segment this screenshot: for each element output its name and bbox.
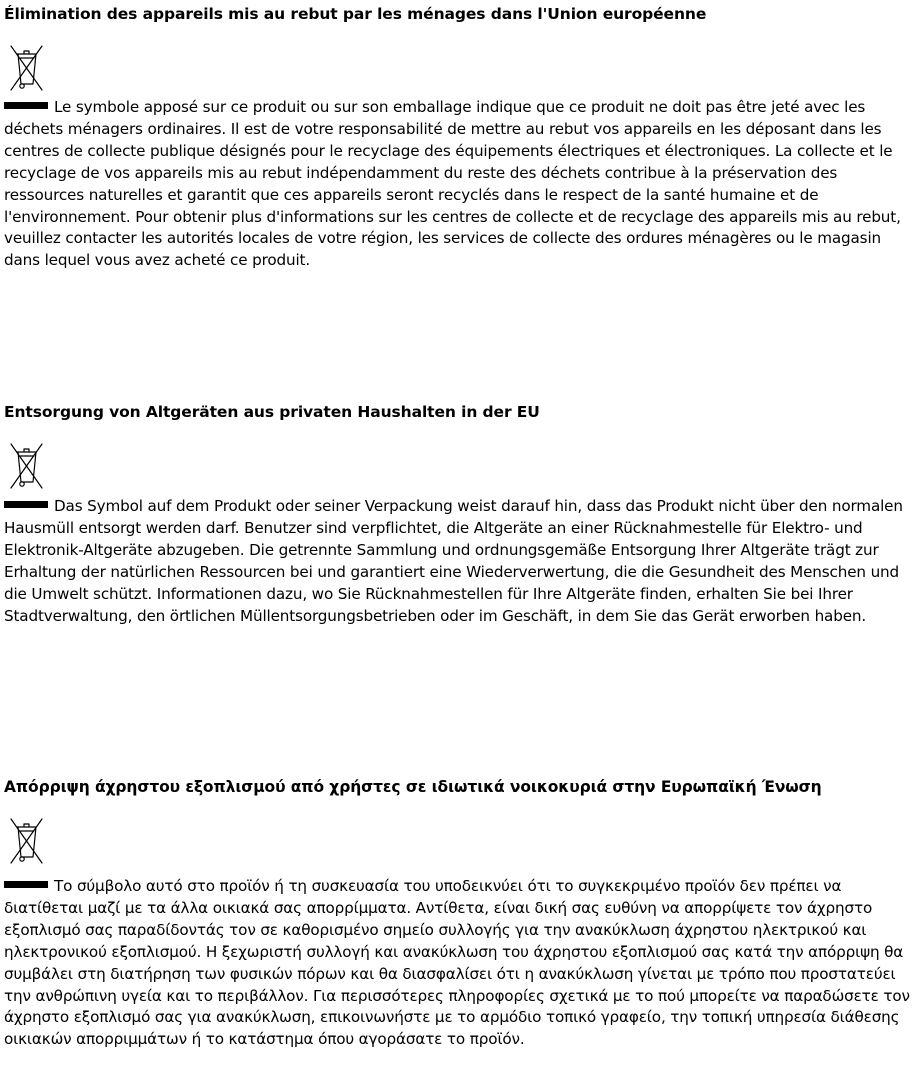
black-bar-mark	[4, 881, 48, 888]
section-body-text: Das Symbol auf dem Produkt oder seiner Verpackung weist darauf hin, dass das Produkt nicht über den normalen Hausmüll entsorgt werden darf. Benutzer sind verpflichtet, die Altgeräte an einer Rücknahmestelle für Elektro- und Elektronik-Altgeräte abzugeben. Die getrennte Sammlung und ordnungsgemäße Entsorgung Ihrer Altgeräte trägt zur Erhaltung der natürlichen Ressourcen bei und garantiert eine Wiederverwertung, die die Gesundheit des Menschen und die Umwelt schützt. Informationen dazu, wo Sie Rücknahmestellen für Ihre Altgeräte finden, erhalten Sie bei Ihrer Stadtverwaltung, den örtlichen Müllentsorgungsbetrieben oder im Geschäft, in dem Sie das Gerät erworben haben.	[4, 497, 903, 625]
crossed-out-wheelie-bin-icon	[6, 438, 46, 492]
section-heading: Απόρριψη άχρηστου εξοπλισμού από χρήστες σε ιδιωτικά νοικοκυριά στην Ευρωπαϊκή Ένωση	[4, 778, 822, 796]
black-bar-mark	[4, 102, 48, 109]
section-body-text: Το σύμβολο αυτό στο προϊόν ή τη συσκευασία του υποδεικνύει ότι το συγκεκριμένο προϊόν δεν πρέπει να διατίθεται μαζί με τα άλλα οικιακά σας απορρίμματα. Αντίθετα, είναι δική σας ευθύνη να απορρίψετε τον άχρηστο εξοπλισμό σας παραδίδοντάς τον σε καθορισμένο σημείο συλλογής για την ανακύκλωση άχρηστου ηλεκτρικού και ηλεκτρονικού εξοπλισμού. Η ξεχωριστή συλλογή και ανακύκλωση του άχρηστου εξοπλισμού σας κατά την απόρριψη θα συμβάλει στη διατήρηση των φυσικών πόρων και θα διασφαλίσει ότι η ανακύκλωση γίνεται με τρόπο που προστατεύει την ανθρώπινη υγεία και το περιβάλλον. Για περισσότερες πληροφορίες σχετικά με το πού μπορείτε να παραδώσετε τον άχρηστο εξοπλισμό σας για ανακύκλωση, επικοινωνήστε με το αρμόδιο τοπικό γραφείο, την τοπική υπηρεσία διάθεσης οικιακών απορριμμάτων ή το κατάστημα όπου αγοράσατε το προϊόν.	[4, 877, 910, 1049]
section-heading: Élimination des appareils mis au rebut par les ménages dans l'Union européenne	[4, 5, 707, 23]
crossed-out-wheelie-bin-icon	[6, 813, 46, 867]
section-paragraph	[4, 97, 914, 272]
section-paragraph	[4, 876, 914, 1051]
black-bar-mark	[4, 501, 48, 508]
section-heading: Entsorgung von Altgeräten aus privaten Haushalten in der EU	[4, 403, 540, 421]
crossed-out-wheelie-bin-icon	[6, 40, 46, 94]
section-paragraph	[4, 496, 914, 627]
section-body-text: Le symbole apposé sur ce produit ou sur son emballage indique que ce produit ne doit pas être jeté avec les déchets ménagers ordinaires. Il est de votre responsabilité de mettre au rebut vos appareils en les déposant dans les centres de collecte publique désignés pour le recyclage des équipements électriques et électroniques. La collecte et le recyclage de vos appareils mis au rebut indépendamment du reste des déchets contribue à la préservation des ressources naturelles et garantit que ces appareils seront recyclés dans le respect de la santé humaine et de l'environnement. Pour obtenir plus d'informations sur les centres de collecte et de recyclage des appareils mis au rebut, veuillez contacter les autorités locales de votre région, les services de collecte des ordures ménagères ou le magasin dans lequel vous avez acheté ce produit.	[4, 98, 901, 270]
